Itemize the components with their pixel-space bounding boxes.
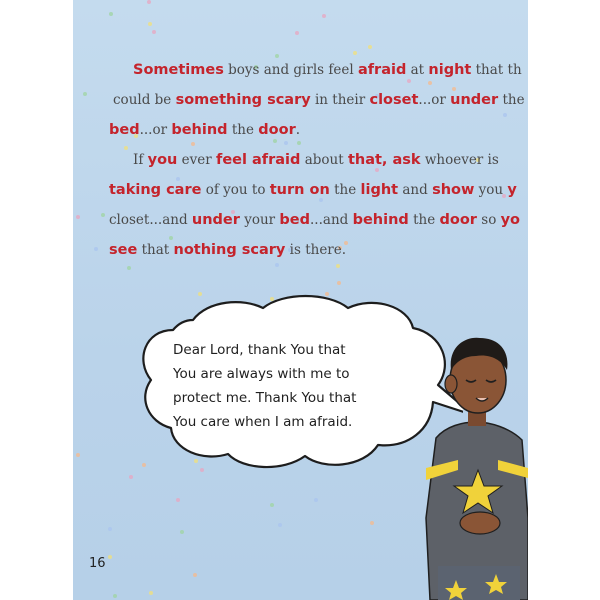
prayer-line: You are always with me to <box>173 366 350 382</box>
confetti-dot <box>322 14 326 18</box>
confetti-dot <box>337 281 341 285</box>
story-text: and <box>398 182 433 198</box>
story-text: the <box>408 212 440 228</box>
story-text: ...and <box>310 212 353 228</box>
story-text: of you to <box>201 182 270 198</box>
story-text: that th <box>471 62 522 78</box>
highlighted-word: you <box>147 152 178 168</box>
confetti-dot <box>83 92 87 96</box>
confetti-dot <box>284 141 288 145</box>
story-text: that <box>137 242 174 258</box>
story-text: whoever is <box>420 152 499 168</box>
confetti-dot <box>319 198 323 202</box>
confetti-dot <box>76 453 80 457</box>
prayer-line: Dear Lord, thank You that <box>173 342 346 358</box>
highlighted-word: y <box>507 182 517 198</box>
highlighted-word: see <box>109 242 138 258</box>
confetti-dot <box>101 213 105 217</box>
confetti-dot <box>152 30 156 34</box>
praying-boy-illustration <box>418 318 528 600</box>
highlighted-word: show <box>432 182 475 198</box>
confetti-dot <box>314 498 318 502</box>
confetti-dot <box>370 521 374 525</box>
book-page <box>73 0 528 600</box>
highlighted-word: closet <box>369 92 419 108</box>
confetti-dot <box>503 113 507 117</box>
story-text: is there. <box>285 242 347 258</box>
confetti-dot <box>270 503 274 507</box>
story-text: ...or <box>418 92 451 108</box>
story-line <box>109 182 517 198</box>
story-text: boys and girls feel <box>223 62 358 78</box>
confetti-dot <box>295 31 299 35</box>
story-text: ...or <box>139 122 172 138</box>
confetti-dot <box>278 523 282 527</box>
highlighted-word: door <box>258 122 296 138</box>
confetti-dot <box>108 555 112 559</box>
highlighted-word: turn on <box>269 182 330 198</box>
confetti-dot <box>375 168 379 172</box>
highlighted-word: feel afraid <box>216 152 301 168</box>
story-line <box>109 122 300 138</box>
story-text: in their <box>310 92 370 108</box>
highlighted-word: night <box>428 62 472 78</box>
story-text: about <box>300 152 348 168</box>
highlighted-word: under <box>191 212 240 228</box>
story-line <box>109 242 346 258</box>
highlighted-word: under <box>450 92 499 108</box>
confetti-dot <box>127 266 131 270</box>
confetti-dot <box>124 146 128 150</box>
confetti-dot <box>94 247 98 251</box>
story-line <box>133 152 499 168</box>
confetti-dot <box>297 141 301 145</box>
highlighted-word: behind <box>171 122 228 138</box>
confetti-dot <box>148 22 152 26</box>
story-text: ever <box>177 152 217 168</box>
confetti-dot <box>452 87 456 91</box>
story-text: at <box>406 62 429 78</box>
highlighted-word: Sometimes <box>133 62 224 78</box>
story-text: could be <box>113 92 176 108</box>
highlighted-word: bed <box>109 122 140 138</box>
story-text: so <box>476 212 501 228</box>
page-number: 16 <box>89 556 106 571</box>
confetti-dot <box>193 573 197 577</box>
confetti-dot <box>368 45 372 49</box>
confetti-dot <box>275 54 279 58</box>
speech-bubble-text <box>173 338 373 434</box>
confetti-dot <box>108 527 112 531</box>
prayer-line: You care when I am afraid. <box>173 414 353 430</box>
highlighted-word: something scary <box>175 92 311 108</box>
confetti-dot <box>180 530 184 534</box>
confetti-dot <box>176 177 180 181</box>
story-text: the <box>329 182 361 198</box>
story-line <box>109 212 520 228</box>
prayer-line: protect me. Thank You that <box>173 390 357 406</box>
highlighted-word: taking care <box>109 182 202 198</box>
confetti-dot <box>176 498 180 502</box>
story-line <box>133 62 522 78</box>
confetti-dot <box>147 0 151 4</box>
highlighted-word: nothing scary <box>173 242 286 258</box>
confetti-dot <box>336 264 340 268</box>
highlighted-word: light <box>360 182 399 198</box>
confetti-dot <box>169 236 173 240</box>
confetti-dot <box>109 12 113 16</box>
confetti-dot <box>275 263 279 267</box>
highlighted-word: afraid <box>357 62 407 78</box>
story-text: you <box>474 182 508 198</box>
story-text: your <box>239 212 280 228</box>
story-text: . <box>295 122 301 138</box>
confetti-dot <box>149 591 153 595</box>
highlighted-word: yo <box>500 212 521 228</box>
story-text: closet...and <box>109 212 192 228</box>
story-text: the <box>498 92 525 108</box>
confetti-dot <box>353 51 357 55</box>
confetti-dot <box>191 142 195 146</box>
confetti-dot <box>113 594 117 598</box>
story-text: If <box>133 152 148 168</box>
story-text: the <box>227 122 259 138</box>
confetti-dot <box>76 215 80 219</box>
confetti-dot <box>428 81 432 85</box>
highlighted-word: behind <box>352 212 409 228</box>
highlighted-word: door <box>439 212 477 228</box>
highlighted-word: that, ask <box>347 152 421 168</box>
highlighted-word: bed <box>279 212 311 228</box>
confetti-dot <box>407 79 411 83</box>
story-line <box>113 92 525 108</box>
confetti-dot <box>273 139 277 143</box>
